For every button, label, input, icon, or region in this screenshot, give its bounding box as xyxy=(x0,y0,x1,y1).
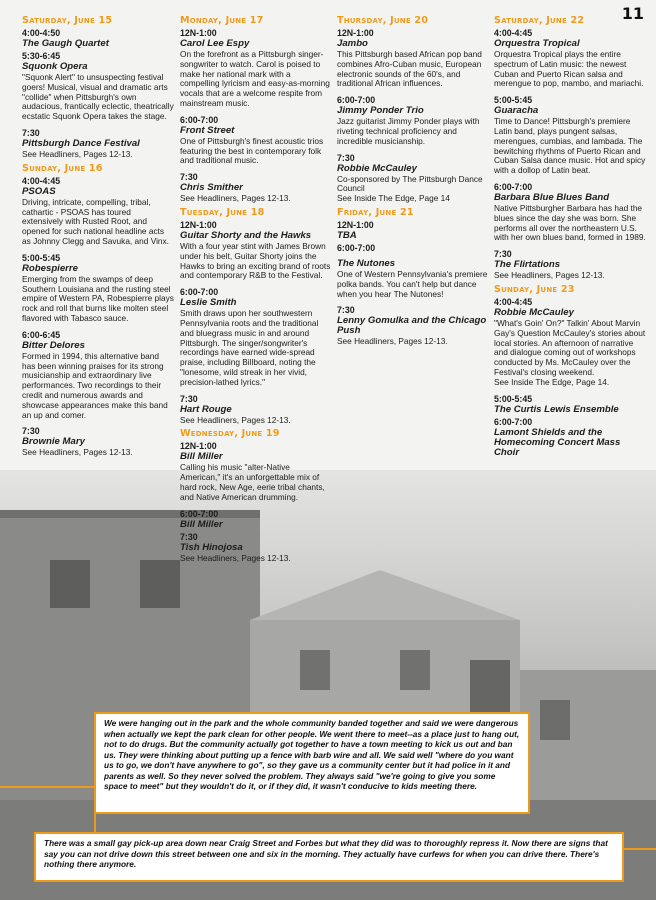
event-time: 6:00-7:00 xyxy=(180,508,219,519)
event-time: 7:30 xyxy=(180,172,198,183)
event-time: 6:00-7:00 xyxy=(494,416,533,427)
event-time: 7:30 xyxy=(180,531,198,542)
event-time: 12N-1:00 xyxy=(337,28,374,38)
event-description: With a four year stint with James Brown under his belt, Guitar Shorty joins the Hawks to bring an exciting brand of roots and contemporary R&B to the Festival. xyxy=(180,240,331,281)
event-time: 6:00-6:45 xyxy=(22,329,61,340)
event-description: See Headliners, Pages 12-13. xyxy=(180,414,291,425)
event-act: Guaracha xyxy=(494,105,539,117)
event-description: "Squonk Alert" to unsuspecting festival goers! Musical, visual and dramatic arts "collide" when Pittsburgh's own audacious, frantically eclectic, theatrically ecstatic Squonk Opera takes the stage. xyxy=(22,72,174,122)
event-description: Jazz guitarist Jimmy Ponder plays with riveting technical proficiency and incredible musicianship. xyxy=(337,116,480,146)
event-act: Robbie McCauley xyxy=(337,162,417,174)
event-time: 12N-1:00 xyxy=(180,441,217,452)
pull-quote-park: We were hanging out in the park and the whole community banded together and said we were dangerous when actually we kept the park clean for other people. We went there to meet--as a place just to hang out, not to do drugs. But the community actually got together to have a town meeting to kick us out and ban us. They were thinking about putting up a fence with barb wire and all. We said well "where do you want us to go, we don't have anywhere to go", so they gave us a community center but it had police in it and parents as well. So they never solved the problem. They always said "we're going to give you some space to meet" but they wouldn't do it, or if they did, it wasn't conducive to kids meeting there. xyxy=(94,712,530,814)
event-time: 5:00-5:45 xyxy=(494,393,533,404)
event-act: The Flirtations xyxy=(494,259,561,271)
event-time: 6:00-7:00 xyxy=(337,95,376,106)
event-time: 4:00-4:45 xyxy=(494,28,533,38)
event-time: 5:30-6:45 xyxy=(22,51,61,61)
event-act: Guitar Shorty and the Hawks xyxy=(180,229,312,241)
event-act: Pittsburgh Dance Festival xyxy=(22,137,140,149)
event-act: Robespierre xyxy=(22,262,78,274)
event-time: 5:00-5:45 xyxy=(494,95,533,106)
event-description: Driving, intricate, compelling, tribal, cathartic - PSOAS has toured extensively with Rusted Root, and opened for such national headline acts as Johnny Clegg and Savuka, and Vinx. xyxy=(22,196,169,246)
event-description: One of Western Pennsylvania's premiere polka bands. You can't help but dance when you hear The Nutones! xyxy=(337,268,488,299)
event-description: On the forefront as a Pittsburgh singer-songwriter to watch. Carol is poised to make her national mark with a compelling lyricism and easy-as-morning vocals that are a welcome respite from mainstream music. xyxy=(180,49,330,108)
event-act: Bill Miller xyxy=(180,451,223,463)
event-act: TBA xyxy=(337,229,357,241)
day-heading: Thursday, June 20 xyxy=(337,15,429,26)
day-heading: Sunday, June 16 xyxy=(22,162,103,174)
day-block xyxy=(337,208,489,347)
day-block xyxy=(22,164,174,458)
event-act: Bitter Delores xyxy=(22,339,85,351)
event-time: 5:00-5:45 xyxy=(22,252,61,263)
event-time: 6:00-7:00 xyxy=(494,181,533,192)
event-description: Formed in 1994, this alternative band has been winning praises for its strong musicianship and extraordinary live performances. Two recordings to their credit and numerous awards and showcase appearances make this band an up and comer. xyxy=(22,350,168,420)
event-time: 7:30 xyxy=(337,152,355,163)
event-act: The Gaugh Quartet xyxy=(22,38,109,49)
event-time: 12N-1:00 xyxy=(337,219,374,230)
event-description: See Headliners, Pages 12-13. xyxy=(180,552,291,563)
event-act: Lenny Gomulka and the Chicago Push xyxy=(337,315,487,337)
event-description: Calling his music "alter-Native American," it's an unforgettable mix of hard rock, New Age, eerie tribal chants, and Native American drumming. xyxy=(180,462,325,502)
event-act: The Nutones xyxy=(337,257,396,269)
event-act: PSOAS xyxy=(22,185,56,197)
day-block xyxy=(22,16,174,160)
day-block xyxy=(180,16,332,204)
event-description: "What's Goin' On?" Talkin' About Marvin Gay's Question McCauley's stories about local stories. An afternoon of narrative and dialogue coming out of workshops conducted by Ms. McCauley over the Festival's closing weekend. See Inside The Edge, Page 14. xyxy=(494,317,646,387)
event-act: Orquestra Tropical xyxy=(494,38,580,49)
day-block xyxy=(494,16,646,281)
schedule-column-1 xyxy=(22,12,174,458)
day-block xyxy=(337,16,489,204)
event-description: Time to Dance! Pittsburgh's premiere Latin band, plays pungent salsas, merengues, cumbias, and lambada. The bewitching rhythms of Puerto Rican and Cuban Salsa dance music. Hot and spicy with a dollop of Latin beat. xyxy=(494,116,646,176)
event-act: Robbie McCauley xyxy=(494,306,574,318)
event-time: 7:30 xyxy=(22,127,40,138)
schedule-column-3 xyxy=(337,12,489,347)
quote-connector xyxy=(0,786,94,788)
event-act: Carol Lee Espy xyxy=(180,38,250,49)
event-description: Emerging from the swamps of deep Southern Louisiana and the rusting steel empire of Western PA, Robespierre plays rock and roll that burns like molten steel flavored with Tabasco sauce. xyxy=(22,273,174,323)
day-block xyxy=(494,285,646,458)
quote-connector xyxy=(624,848,656,850)
event-description: See Headliners, Pages 12-13. xyxy=(22,148,133,159)
event-time: 12N-1:00 xyxy=(180,28,217,38)
event-act: Hart Rouge xyxy=(180,403,232,415)
event-time: 4:00-4:50 xyxy=(22,28,61,38)
pull-quote-street: There was a small gay pick-up area down near Craig Street and Forbes but what they did was to thoroughly repress it. Now there are signs that say you can not drive down this street between one and six in the morning. They actually have curfews for when you can drive there. There's nothing there anymore. xyxy=(34,832,624,882)
event-description: Native Pittsburgher Barbara has had the blues since the day she was born. She performs all over the northeastern U.S. with her own blues band, formed in 1989. xyxy=(494,202,646,243)
event-time: 12N-1:00 xyxy=(180,219,217,230)
event-time: 7:30 xyxy=(180,393,198,404)
event-act: Front Street xyxy=(180,124,235,136)
day-heading: Wednesday, June 19 xyxy=(180,428,280,440)
event-time: 6:00-7:00 xyxy=(180,287,219,298)
event-description: See Headliners, Pages 12-13. xyxy=(22,447,133,458)
event-time: 4:00-4:45 xyxy=(22,175,61,186)
schedule-column-2 xyxy=(180,12,332,563)
schedule-column-4 xyxy=(494,12,646,458)
event-time: 4:00-4:45 xyxy=(494,296,533,307)
event-description: Co-sponsored by The Pittsburgh Dance Council See Inside The Edge, Page 14 xyxy=(337,173,483,204)
event-description: Orquestra Tropical plays the entire spectrum of Latin music: the newest Cuban and Puerto Rican salsa and merengue to pop, mambo, and mariachi. xyxy=(494,49,644,89)
event-act: Chris Smither xyxy=(180,182,243,194)
event-act: Leslie Smith xyxy=(180,297,237,309)
event-act: Jimmy Ponder Trio xyxy=(337,105,424,117)
day-heading: Friday, June 21 xyxy=(337,206,414,218)
day-heading: Saturday, June 15 xyxy=(22,15,113,26)
day-heading: Saturday, June 22 xyxy=(494,15,585,26)
event-description: See Headliners, Pages 12-13. xyxy=(337,336,448,347)
day-heading: Monday, June 17 xyxy=(180,15,264,26)
event-time: 7:30 xyxy=(494,249,512,260)
event-description: This Pittsburgh based African pop band combines Afro-Cuban music, European electronic sounds of the 60's, and traditional African influences. xyxy=(337,49,482,89)
page-number: 11 xyxy=(621,4,644,23)
event-time: 6:00-7:00 xyxy=(180,114,219,125)
event-description: One of Pittsburgh's finest acoustic trios featuring the best in contemporary folk and traditional music. xyxy=(180,135,324,166)
event-act: Squonk Opera xyxy=(22,61,88,72)
event-act: Tish Hinojosa xyxy=(180,541,243,553)
day-heading: Sunday, June 23 xyxy=(494,283,575,295)
event-act: Lamont Shields and the Homecoming Concert Mass Choir xyxy=(494,426,621,458)
event-description: Smith draws upon her southwestern Pennsylvania roots and the traditional and bluegrass music in and around Pittsburgh. The singer/songwriter's recordings have earned wide-spread praise, including Billboard, noting the "lonesome, wild streak in her vivid, precision-lathed lyrics." xyxy=(180,308,319,387)
day-block xyxy=(180,429,332,563)
event-description: See Headliners, Pages 12-13. xyxy=(180,193,291,204)
event-description: See Headliners, Pages 12-13. xyxy=(494,270,605,281)
day-block xyxy=(180,208,332,425)
event-act: Brownie Mary xyxy=(22,436,85,448)
event-time: 6:00-7:00 xyxy=(337,242,376,253)
event-act: Jambo xyxy=(337,38,368,49)
event-act: Bill Miller xyxy=(180,518,223,530)
event-time: 7:30 xyxy=(337,305,355,316)
day-heading: Tuesday, June 18 xyxy=(180,206,265,218)
event-act: The Curtis Lewis Ensemble xyxy=(494,403,619,415)
event-time: 7:30 xyxy=(22,426,40,437)
event-act: Barbara Blue Blues Band xyxy=(494,191,610,203)
